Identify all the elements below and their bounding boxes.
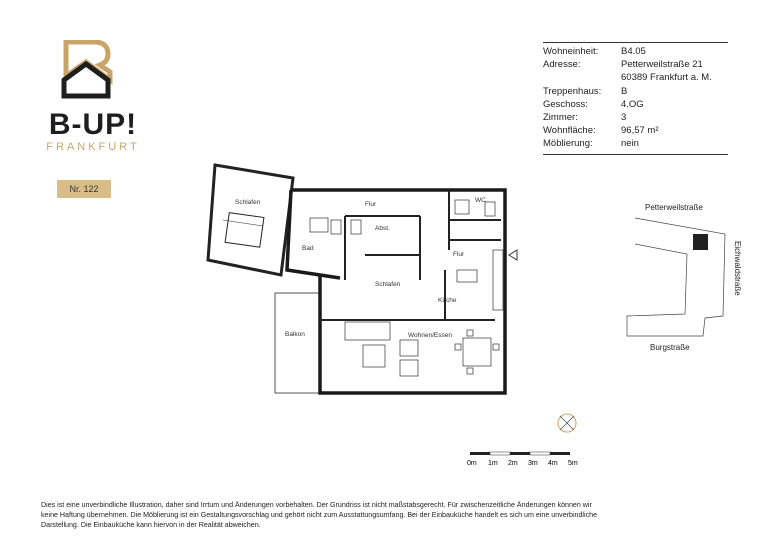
street-label-top: Petterweilstraße [645,203,703,212]
room-label-abst: Abst. [375,225,390,232]
unit-info-table [543,42,728,155]
scale-bar [465,450,590,470]
info-value: 60389 Frankfurt a. M. [621,72,712,84]
info-row [543,58,728,71]
room-label-schlafen-2: Schlafen [375,281,401,288]
info-row [543,137,728,150]
brand-logo [38,40,148,155]
room-label-wc: WC [475,197,486,204]
info-value: 3 [621,112,627,124]
info-value: B [621,85,628,97]
info-value: Petterweilstraße 21 [621,59,703,71]
street-label-bottom: Burgstraße [650,343,690,352]
info-row [543,98,728,111]
info-key: Zimmer: [543,112,578,124]
street-label-right: Eichwaldstraße [733,241,742,296]
info-value: 4.OG [621,98,644,110]
scale-tick: 5m [568,460,578,467]
info-row [543,111,728,124]
compass-icon [552,408,582,438]
info-key: Wohneinheit: [543,46,599,57]
site-map [615,196,750,356]
info-row [543,71,728,84]
b-house-logo-icon [60,40,126,102]
furniture [310,200,503,376]
info-key: Geschoss: [543,98,588,110]
bedroom1-wall [208,165,293,275]
entrance-arrow-icon [509,250,517,260]
disclaimer-text: Dies ist eine unverbindliche Illustration, daher sind Irrtum und Änderungen vorbehalten. Der Grundriss ist nicht maßstabsgerecht. Für zwischenzeitliche Änderungen können wir keine Haftung übernehmen. Die Möblierung ist ein Gestaltungsvorschlag und gehört nicht zum Ausstattungsumfang. Bei der Einbauküche handelt es sich um eine unverbindliche Darstellung. Die Einbauküche kann hiervon in der Realität abweichen. [41,501,598,529]
scale-tick: 0m [467,460,477,467]
room-label-balkon: Balkon [285,331,305,338]
info-value: B4.05 [621,46,646,57]
info-key: Adresse: [543,59,581,71]
room-label-flur-1: Flur [365,201,377,208]
info-key: Treppenhaus: [543,85,602,97]
info-row [543,85,728,98]
info-value: 96,57 m² [621,125,659,137]
info-row [543,124,728,137]
info-row [543,45,728,58]
scale-tick: 2m [508,460,518,467]
brand-city: FRANKFURT [46,141,140,153]
scale-tick: 1m [488,460,498,467]
room-label-kueche: Küche [438,297,457,304]
info-value: nein [621,138,639,150]
room-label-schlafen-1: Schlafen [235,199,261,206]
room-label-bad: Bad [302,245,314,252]
info-key [543,71,621,84]
room-label-wohnen: Wohnen/Essen [408,332,452,339]
scale-tick: 4m [548,460,558,467]
floor-plan [205,160,525,400]
info-key: Möblierung: [543,138,593,150]
info-key: Wohnfläche: [543,125,596,137]
bed-icon [225,213,264,248]
unit-number-badge: Nr. 122 [57,180,111,198]
scale-tick: 3m [528,460,538,467]
balcony-outline [275,293,320,393]
room-label-flur-2: Flur [453,251,465,258]
interior-walls [320,190,501,320]
brand-name: B-UP! [48,108,138,141]
